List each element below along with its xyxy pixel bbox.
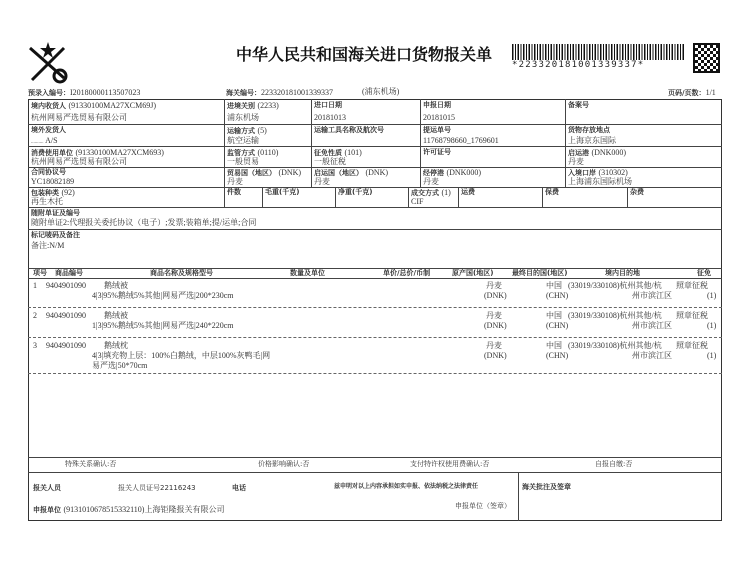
item-spec1: 4|3|填充物上层：100%白鹅绒，中层100%灰鸭毛|网: [92, 351, 271, 360]
trade-country-label: 贸易国（地区）: [227, 169, 276, 177]
levy-label: 征免性质: [314, 149, 342, 157]
bill-no: 11768798660_1769601: [423, 136, 499, 145]
docs-label: 随附单证及编号: [31, 209, 80, 217]
declarant-cert: 报关人员证号22116243: [118, 484, 196, 492]
user-label: 消费使用单位: [31, 149, 73, 157]
entry-customs: 浦东机场: [227, 113, 259, 122]
deal-label: 成交方式: [411, 189, 439, 197]
item-dest: 中国: [546, 281, 562, 290]
item-separator: [28, 337, 722, 338]
col-dest: 最终目的国(地区): [512, 269, 568, 277]
page-value: 1/1: [705, 88, 716, 97]
col-qty: 数量及单位: [290, 269, 325, 277]
transit-port: 丹麦: [423, 177, 439, 186]
item-origin-code: (DNK): [484, 291, 507, 300]
user-code: (91330100MA27XCM693): [75, 148, 164, 157]
deal: CIF: [411, 197, 424, 206]
pieces-label: 件数: [227, 188, 241, 196]
bill-no-label: 提运单号: [423, 126, 451, 134]
col-domestic: 境内目的地: [605, 269, 640, 277]
item-name: 鹅绒枕: [104, 341, 128, 350]
phone-label: 电话: [232, 484, 246, 492]
barcode-text: *223320181001339337*: [512, 60, 645, 70]
item-domestic2: 州市滨江区: [632, 351, 672, 360]
user: 杭州网易严选贸易有限公司: [31, 157, 127, 166]
shipper-label: 境外发货人: [31, 126, 66, 134]
item-code: 9404901090: [46, 341, 86, 350]
item-dest-code: (CHN): [546, 321, 569, 330]
consignee: 杭州网易严选贸易有限公司: [31, 113, 127, 122]
item-origin: 丹麦: [486, 341, 502, 350]
declare-date: 20181015: [423, 113, 455, 122]
special-relation-confirm: 特殊关系确认:否: [65, 460, 117, 468]
contract: YC18082189: [31, 177, 75, 186]
departure-port: 丹麦: [568, 157, 584, 166]
royalty-confirm: 支付特许权使用费确认:否: [410, 460, 490, 468]
marks-label: 标记唛码及备注: [31, 231, 80, 239]
item-dest-code: (CHN): [546, 351, 569, 360]
transport-mode-code: (5): [257, 126, 267, 135]
insurance-label: 保费: [545, 188, 559, 196]
entry-customs-code: (2233): [257, 101, 279, 110]
gross-weight-label: 毛重(千克): [265, 188, 300, 196]
declare-date-label: 申报日期: [423, 101, 451, 109]
item-origin: 丹麦: [486, 281, 502, 290]
departure-port-code: (DNK000): [591, 148, 627, 157]
self-declare-confirm: 自报自缴:否: [595, 460, 633, 468]
item-origin-code: (DNK): [484, 321, 507, 330]
storage: 上海京东国际: [568, 136, 616, 145]
unit-label: 申报单位: [33, 506, 61, 514]
item-dest: 中国: [546, 341, 562, 350]
contract-label: 合同协议号: [31, 168, 66, 176]
import-date: 20181013: [314, 113, 346, 122]
package-code: (92): [61, 188, 75, 197]
package: 再生木托: [31, 197, 63, 206]
transit-port-label: 经停港: [423, 169, 444, 177]
shipper: A/S: [45, 136, 58, 145]
col-price: 单价/总价/币制: [383, 269, 431, 277]
record-no-label: 备案号: [568, 101, 589, 109]
item-no: 3: [33, 341, 37, 350]
item-separator: [28, 373, 722, 374]
item-domestic1: (33019/330108)杭州其他/杭: [568, 311, 662, 320]
item-levy: 照章征税: [676, 281, 708, 290]
customs-emblem-icon: [22, 40, 74, 88]
item-separator: [28, 307, 722, 308]
transport-mode: 航空运输: [227, 136, 259, 145]
customs-no: 223320181001339337: [261, 88, 333, 97]
statement: 兹申明对以上内容承担如实申报、依法纳税之法律责任: [334, 483, 479, 490]
customs-note-label: 海关批注及签章: [522, 483, 571, 491]
item-domestic1: (33019/330108)杭州其他/杭: [568, 281, 662, 290]
consignee-label: 境内收货人: [31, 102, 66, 110]
qr-code: [693, 43, 720, 73]
item-levy-code: (1): [707, 351, 717, 360]
declarant-label: 报关人员: [33, 484, 61, 492]
item-no: 2: [33, 311, 37, 320]
item-origin-code: (DNK): [484, 351, 507, 360]
col-levy: 征免: [697, 269, 711, 277]
page-label: 页码/页数：: [668, 89, 706, 97]
port-note: (浦东机场): [362, 87, 400, 96]
entry-customs-label: 进境关别: [227, 102, 255, 110]
item-dest: 中国: [546, 311, 562, 320]
item-name: 鹅绒被: [104, 311, 128, 320]
col-name: 商品名称及规格型号: [150, 269, 213, 277]
entry-port-label: 入境口岸: [568, 169, 596, 177]
deal-code: (1): [441, 188, 451, 197]
trade-country: 丹麦: [227, 177, 243, 186]
package-label: 包装种类: [31, 189, 59, 197]
trade-country-code: (DNK): [278, 168, 302, 177]
freight-label: 运费: [461, 188, 475, 196]
preentry-label: 预录入编号：: [28, 89, 70, 97]
entry-port: 上海浦东国际机场: [568, 177, 632, 186]
marks: 备注:N/M: [31, 241, 65, 250]
col-no: 项号: [33, 269, 47, 277]
item-domestic1: (33019/330108)杭州其他/杭: [568, 341, 662, 350]
col-code: 商品编号: [55, 269, 83, 277]
item-levy: 照章征税: [676, 341, 708, 350]
license-label: 许可证号: [423, 148, 451, 156]
unit: (9131010678515332110)上海钜隆报关有限公司: [63, 505, 225, 514]
customs-label: 海关编号：: [226, 89, 261, 97]
levy: 一般征税: [314, 157, 346, 166]
consignee-code: (91330100MA27XCM69J): [68, 101, 156, 110]
levy-code: (101): [344, 148, 362, 157]
page-title: 中华人民共和国海关进口货物报关单: [236, 45, 493, 64]
item-spec1: 4|3|95%鹅绒5%其他|网易严选|200*230cm: [92, 291, 234, 300]
origin-country-code: (DNK): [365, 168, 389, 177]
item-spec2: 易严选|50*70cm: [92, 361, 148, 370]
origin-country-label: 启运国（地区）: [314, 169, 363, 177]
item-levy: 照章征税: [676, 311, 708, 320]
price-impact-confirm: 价格影响确认:否: [258, 460, 310, 468]
barcode: [512, 44, 685, 60]
item-domestic2: 州市滨江区: [632, 291, 672, 300]
storage-label: 货物存放地点: [568, 126, 610, 134]
item-spec1: 1|3|95%鹅绒5%其他|网易严选|240*220cm: [92, 321, 234, 330]
item-no: 1: [33, 281, 37, 290]
customs-declaration-page: 中华人民共和国海关进口货物报关单 *223320181001339337* 预录入编号：I20180000113507023 海关编号：223320181001339337 (浦东机场) 页码/页数：1/1 境内收货人 (91330100MA27XCM69J) 杭州网易严选贸易有限公司 进境关别 (2233) 浦东机场 进口日期 20181013 申报日期 20181015 备案号 境外发货人 .......... A/S 运输方式 (5) 航空运输 运输工具名称及航次号 提运单号 11768798660_1769601 货物存放地点 上海京东国际 消费使用单位 (91330100MA27XCM693) 杭州网易严选贸易有限公司 监管方式 (0110) 一般贸易 征免性质 (101) 一般征税 许可证号 启运港 (DNK000) 丹麦 合同协议号 YC18082189 贸易国（地区） (DNK) 丹麦 启运国（地区） (DNK) 丹麦 经停港 (DNK000) 丹麦 入境口岸 (310302) 上海浦东国际机场 包装种类 (92) 再生木托 件数 毛重(千克) 净重(千克) 成交方式 (1) CIF 运费 保费 杂费 随附单证及编号 随附单证2:代理报关委托协议（电子）;发票;装箱单;提/运单;合同 标记唛码及备注 备注:N/M 项号 商品编号 商品名称及规格型号 数量及单位 单价/总价/币制 原产国(地区) 最终目的国(地区) 境内目的地 征免 1 9404901090 鹅绒被 4|3|95%鹅绒5%其他|网易严选|200*230cm 丹麦 (DNK) 中国 (CHN) (33019/330108)杭州其他/杭 州市滨江区 照章征税 (1) 2 9404901090 鹅绒被 1|3|95%鹅绒5%其他|网易严选|240*220cm 丹麦 (DNK) 中国 (CHN) (33019/330108)杭州其他/杭 州市滨江区 照章征税 (1) 3 9404901090 鹅绒枕 4|3|填充物上层：100%白鹅绒，中层100%灰鸭毛|网 易严选|50*70cm 丹麦 (DNK) 中国 (CHN) (33019/330108)杭州其他/杭 州市滨江区 照章征税 (1) 特殊关系确认:否 价格影响确认:否 支付特许权使用费确认:否 自报自缴:否 报关人员 报关人员证号22116243 电话 兹申明对以上内容承担如实申报、依法纳税之法律责任 申报单位 (9131010678515332110)上海钜隆报关有限公司 申报单位（签章） 海关批注及签章: [0, 0, 753, 564]
docs: 随附单证2:代理报关委托协议（电子）;发票;装箱单;提/运单;合同: [31, 218, 257, 227]
transit-port-code: (DNK000): [446, 168, 482, 177]
item-code: 9404901090: [46, 281, 86, 290]
item-domestic2: 州市滨江区: [632, 321, 672, 330]
entry-port-code: (310302): [598, 168, 628, 177]
item-levy-code: (1): [707, 321, 717, 330]
supervision-code: (0110): [257, 148, 279, 157]
item-levy-code: (1): [707, 291, 717, 300]
transport-mode-label: 运输方式: [227, 127, 255, 135]
item-code: 9404901090: [46, 311, 86, 320]
supervision: 一般贸易: [227, 157, 259, 166]
misc-label: 杂费: [630, 188, 644, 196]
col-origin: 原产国(地区): [452, 269, 494, 277]
item-dest-code: (CHN): [546, 291, 569, 300]
origin-country: 丹麦: [314, 177, 330, 186]
transport-tool-label: 运输工具名称及航次号: [314, 126, 384, 134]
supervision-label: 监管方式: [227, 149, 255, 157]
item-origin: 丹麦: [486, 311, 502, 320]
departure-port-label: 启运港: [568, 149, 589, 157]
import-date-label: 进口日期: [314, 101, 342, 109]
preentry-no: I20180000113507023: [70, 88, 141, 97]
item-name: 鹅绒被: [104, 281, 128, 290]
seal-label: 申报单位（签章）: [455, 502, 511, 510]
net-weight-label: 净重(千克): [338, 188, 373, 196]
